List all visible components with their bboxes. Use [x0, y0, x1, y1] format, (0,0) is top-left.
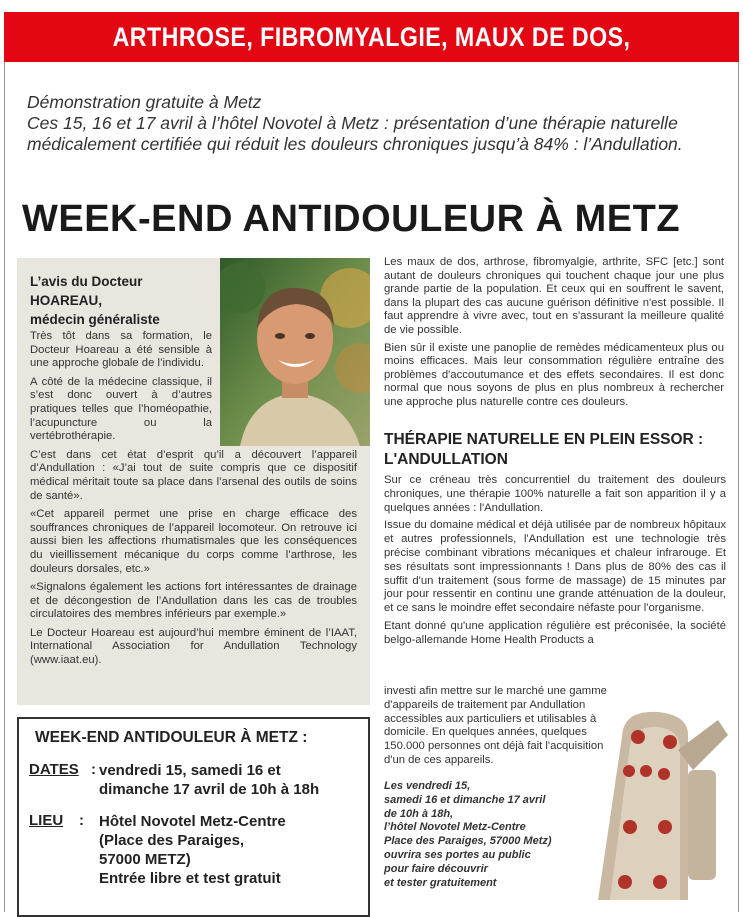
event-italic-text — [384, 780, 574, 890]
lieu-line3: 57000 METZ) — [99, 851, 191, 868]
italic-line: l’hôtel Novotel Metz-Centre — [384, 821, 526, 834]
dates-label: DATES — [29, 761, 79, 778]
headline: WEEK-END ANTIDOULEUR À METZ — [22, 198, 681, 240]
italic-line: de 10h à 18h, — [384, 807, 454, 820]
lieu-colon: : — [79, 812, 84, 829]
banner-title: ARTHROSE, FIBROMYALGIE, MAUX DE DOS, RHUMATISME — [112, 22, 631, 102]
lieu-line1: Hôtel Novotel Metz-Centre — [99, 813, 286, 830]
article-p4: Issue du domaine médical et déjà utilisée par de nombreux hôpitaux et autres professionnels, l'Andullation est une technologie très précise combinant vibrations mécaniques et chaleur infrarouge. Et ses résultats sont impressionnants ! Dans plus de 80% des cas il suffit d'un traitement (sous forme de massage) de 15 minutes par jour pour ressentir en continu une grande atténuation de la douleur, et ce sans le moindre effet secondaire néfaste pour l'organisme. — [384, 519, 726, 615]
dates-value — [99, 761, 364, 799]
intro-line2: Ces 15, 16 et 17 avril à l’hôtel Novotel à Metz : présentation d’une thérapie naturelle médicalement certifiée qui réduit les douleurs chroniques jusqu’à 84% : l’Andullation. — [27, 113, 683, 154]
doctor-p2: A côté de la médecine classique, il s’est donc ouvert à d’autres pratiques telles que l’homéopathie, l’acupuncture ou la vertébrothérapie. — [30, 375, 212, 443]
italic-line: Place des Paraiges, 57000 Metz) — [384, 835, 552, 848]
doctor-title-line2: médecin généraliste — [30, 312, 160, 327]
event-info-title: WEEK-END ANTIDOULEUR À METZ : — [35, 729, 308, 746]
doctor-p4: «Cet appareil permet une prise en charge efficace des souffrances chroniques de l’appareil locomoteur. On retrouve ici aussi bien les affections rhumatismales que les conséquences du vieillissement mécanique du corps comme l’arthrose, les douleurs dorsales, etc.» — [30, 508, 357, 575]
italic-line: et tester gratuitement — [384, 876, 497, 889]
article-intro — [384, 256, 724, 414]
lieu-line2: (Place des Paraiges, — [99, 832, 245, 849]
doctor-title — [30, 272, 215, 329]
italic-line: Les vendredi 15, — [384, 780, 471, 792]
article-p2: Bien sûr il existe une panoplie de remèdes médicamenteux plus ou moins efficaces. Mais leur consommation régulière entraîne des problèmes d'accoutumance et des effets secondaires. Il est donc normal que nous soyons de plus en plus nombreux à rechercher une approche plus naturelle contre ces douleurs. — [384, 341, 724, 408]
article-p5b: investi afin mettre sur le marché une gamme d'appareils de traitement par Andullation accessibles aux particuliers et utilisables à domicile. En quelques années, quelques 150.000 personnes ont déjà fait l'acquisition d'un de ces appareils. — [384, 685, 607, 766]
dates-line1: vendredi 15, samedi 16 et — [99, 762, 281, 779]
doctor-text — [30, 330, 357, 673]
lieu-value — [99, 812, 364, 888]
doctor-p5: «Signalons également les actions fort intéressantes de drainage et de décongestion de l’Andullation dans les cas de troubles circulatoires des membres inférieurs par exemple.» — [30, 581, 357, 621]
doctor-p6: Le Docteur Hoareau est aujourd’hui membre éminent de l’IAAT, International Association for Andullation Technology (www.iaat.eu). — [30, 626, 357, 667]
italic-line: ouvrira ses portes au public — [384, 848, 531, 861]
doctor-p1: Très tôt dans sa formation, le Docteur Hoareau a été sensible à une approche globale de l’individu. — [30, 330, 212, 370]
article-body — [384, 474, 726, 652]
dates-line2: dimanche 17 avril de 10h à 18h — [99, 781, 320, 798]
italic-line: samedi 16 et dimanche 17 avril — [384, 793, 546, 806]
section-heading-line2: L'ANDULLATION — [384, 451, 508, 468]
event-info-box — [17, 717, 370, 917]
doctor-title-line1: L’avis du Docteur HOAREAU, — [30, 274, 143, 308]
lieu-line4: Entrée libre et test gratuit — [99, 870, 281, 887]
massage-chair-image — [568, 690, 738, 900]
italic-line: pour faire découvrir — [384, 862, 488, 875]
doctor-p3: C’est dans cet état d’esprit qu’il a découvert l’appareil d’Andullation : «J’ai tout de suite compris que ce dispositif médical méritait toute sa place dans l’arsenal des outils de soins de santé». — [30, 448, 357, 502]
dates-colon: : — [91, 761, 96, 778]
article-p3: Sur ce créneau très concurrentiel du traitement des douleurs chroniques, une thérapie 100% naturelle a fait son apparition il y a quelques années : l'Andullation. — [384, 474, 726, 514]
intro — [27, 92, 727, 155]
device-image — [568, 690, 738, 900]
intro-line1: Démonstration gratuite à Metz — [27, 92, 262, 112]
article-p1: Les maux de dos, arthrose, fibromyalgie, arthrite, SFC [etc.] sont autant de douleurs chroniques qui touchent chaque jour une plus grande partie de la population. Et ceux qui en souffrent le savent, dans la plupart des cas aucune guérison définitive n'est possible. Il faut apprendre à vivre avec, tout en s'assurant la meilleure qualité de vie possible. — [384, 256, 724, 336]
section-heading — [384, 430, 729, 470]
article-p5a: Etant donné qu'une application régulière est préconisée, la société belgo-allemande Home Health Products a — [384, 619, 726, 646]
lieu-label: LIEU — [29, 812, 64, 829]
section-heading-line1: THÉRAPIE NATURELLE EN PLEIN ESSOR : — [384, 431, 704, 448]
